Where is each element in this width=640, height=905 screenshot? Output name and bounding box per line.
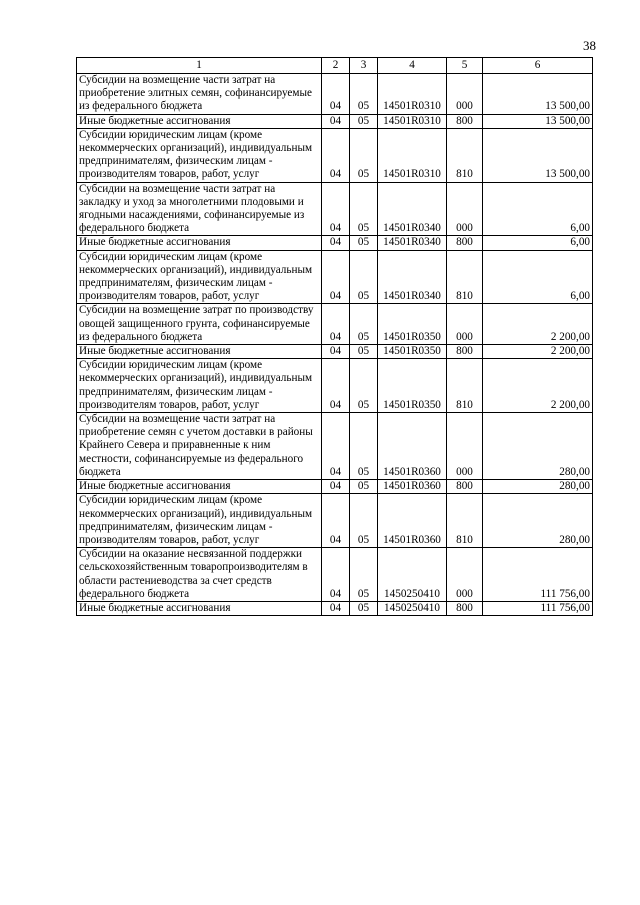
column-header: 1 [77, 58, 322, 74]
row-expense-type: 000 [447, 413, 483, 480]
row-expense-type: 800 [447, 345, 483, 359]
row-expense-type: 800 [447, 480, 483, 494]
row-section: 04 [322, 480, 350, 494]
row-target-code: 14501R0310 [378, 74, 447, 115]
table-row [77, 413, 593, 480]
table-row [77, 128, 593, 182]
column-header: 5 [447, 58, 483, 74]
row-subsection: 05 [350, 601, 378, 615]
row-name: Субсидии на возмещение части затрат на закладку и уход за многолетними плодовыми и ягодными насаждениями, софинансируемые из федерального бюджета [77, 182, 322, 236]
row-subsection: 05 [350, 128, 378, 182]
column-header: 6 [483, 58, 593, 74]
row-target-code: 14501R0310 [378, 114, 447, 128]
row-section: 04 [322, 494, 350, 548]
budget-table [76, 57, 593, 616]
row-expense-type: 810 [447, 359, 483, 413]
row-expense-type: 000 [447, 548, 483, 602]
row-expense-type: 000 [447, 74, 483, 115]
row-name: Иные бюджетные ассигнования [77, 114, 322, 128]
row-name: Субсидии юридическим лицам (кроме некоммерческих организаций), индивидуальным предпринимателям, физическим лицам - производителям товаров, работ, услуг [77, 494, 322, 548]
table-row [77, 601, 593, 615]
row-name: Иные бюджетные ассигнования [77, 480, 322, 494]
row-target-code: 14501R0350 [378, 345, 447, 359]
row-section: 04 [322, 304, 350, 345]
row-name: Субсидии на возмещение затрат по производству овощей защищенного грунта, софинансируемые из федерального бюджета [77, 304, 322, 345]
table-row [77, 345, 593, 359]
column-header: 4 [378, 58, 447, 74]
row-expense-type: 810 [447, 128, 483, 182]
row-amount: 13 500,00 [483, 74, 593, 115]
row-section: 04 [322, 548, 350, 602]
row-section: 04 [322, 74, 350, 115]
row-section: 04 [322, 182, 350, 236]
page-number: 38 [583, 38, 596, 53]
row-name: Иные бюджетные ассигнования [77, 236, 322, 250]
row-amount: 6,00 [483, 250, 593, 304]
row-amount: 280,00 [483, 413, 593, 480]
column-header: 3 [350, 58, 378, 74]
row-amount: 111 756,00 [483, 601, 593, 615]
row-section: 04 [322, 413, 350, 480]
row-target-code: 1450250410 [378, 548, 447, 602]
row-target-code: 14501R0350 [378, 304, 447, 345]
row-amount: 2 200,00 [483, 345, 593, 359]
row-expense-type: 000 [447, 182, 483, 236]
row-subsection: 05 [350, 494, 378, 548]
row-amount: 111 756,00 [483, 548, 593, 602]
row-expense-type: 800 [447, 236, 483, 250]
row-expense-type: 810 [447, 494, 483, 548]
row-section: 04 [322, 114, 350, 128]
row-name: Субсидии юридическим лицам (кроме некоммерческих организаций), индивидуальным предпринимателям, физическим лицам - производителям товаров, работ, услуг [77, 250, 322, 304]
table-row [77, 548, 593, 602]
table-row [77, 74, 593, 115]
table-row [77, 182, 593, 236]
row-target-code: 14501R0350 [378, 359, 447, 413]
column-header: 2 [322, 58, 350, 74]
row-amount: 13 500,00 [483, 128, 593, 182]
table-row [77, 304, 593, 345]
row-subsection: 05 [350, 182, 378, 236]
row-subsection: 05 [350, 236, 378, 250]
table-header-row [77, 58, 593, 74]
row-name: Субсидии на оказание несвязанной поддержки сельскохозяйственным товаропроизводителям в области растениеводства за счет средств федерального бюджета [77, 548, 322, 602]
table-row [77, 494, 593, 548]
row-section: 04 [322, 601, 350, 615]
row-target-code: 14501R0360 [378, 480, 447, 494]
row-subsection: 05 [350, 250, 378, 304]
row-subsection: 05 [350, 359, 378, 413]
row-section: 04 [322, 128, 350, 182]
row-amount: 6,00 [483, 236, 593, 250]
row-target-code: 14501R0340 [378, 250, 447, 304]
row-subsection: 05 [350, 413, 378, 480]
row-target-code: 14501R0310 [378, 128, 447, 182]
row-target-code: 14501R0340 [378, 182, 447, 236]
row-name: Иные бюджетные ассигнования [77, 601, 322, 615]
row-target-code: 14501R0340 [378, 236, 447, 250]
row-target-code: 14501R0360 [378, 413, 447, 480]
row-name: Субсидии на возмещение части затрат на приобретение элитных семян, софинансируемые из федерального бюджета [77, 74, 322, 115]
row-amount: 6,00 [483, 182, 593, 236]
row-amount: 13 500,00 [483, 114, 593, 128]
row-subsection: 05 [350, 345, 378, 359]
row-section: 04 [322, 250, 350, 304]
row-name: Субсидии юридическим лицам (кроме некоммерческих организаций), индивидуальным предпринимателям, физическим лицам - производителям товаров, работ, услуг [77, 359, 322, 413]
table-row [77, 359, 593, 413]
row-name: Субсидии юридическим лицам (кроме некоммерческих организаций), индивидуальным предпринимателям, физическим лицам - производителям товаров, работ, услуг [77, 128, 322, 182]
row-target-code: 1450250410 [378, 601, 447, 615]
row-subsection: 05 [350, 114, 378, 128]
row-expense-type: 810 [447, 250, 483, 304]
row-expense-type: 800 [447, 114, 483, 128]
table-row [77, 114, 593, 128]
row-amount: 280,00 [483, 480, 593, 494]
row-expense-type: 000 [447, 304, 483, 345]
row-target-code: 14501R0360 [378, 494, 447, 548]
row-subsection: 05 [350, 74, 378, 115]
row-section: 04 [322, 236, 350, 250]
row-section: 04 [322, 345, 350, 359]
row-amount: 2 200,00 [483, 304, 593, 345]
row-amount: 280,00 [483, 494, 593, 548]
row-subsection: 05 [350, 480, 378, 494]
row-amount: 2 200,00 [483, 359, 593, 413]
table-row [77, 250, 593, 304]
row-name: Иные бюджетные ассигнования [77, 345, 322, 359]
row-name: Субсидии на возмещение части затрат на приобретение семян с учетом доставки в районы Крайнего Севера и приравненные к ним местности, софинансируемые из федерального бюджета [77, 413, 322, 480]
table-row [77, 236, 593, 250]
table-row [77, 480, 593, 494]
row-subsection: 05 [350, 548, 378, 602]
row-expense-type: 800 [447, 601, 483, 615]
row-section: 04 [322, 359, 350, 413]
row-subsection: 05 [350, 304, 378, 345]
